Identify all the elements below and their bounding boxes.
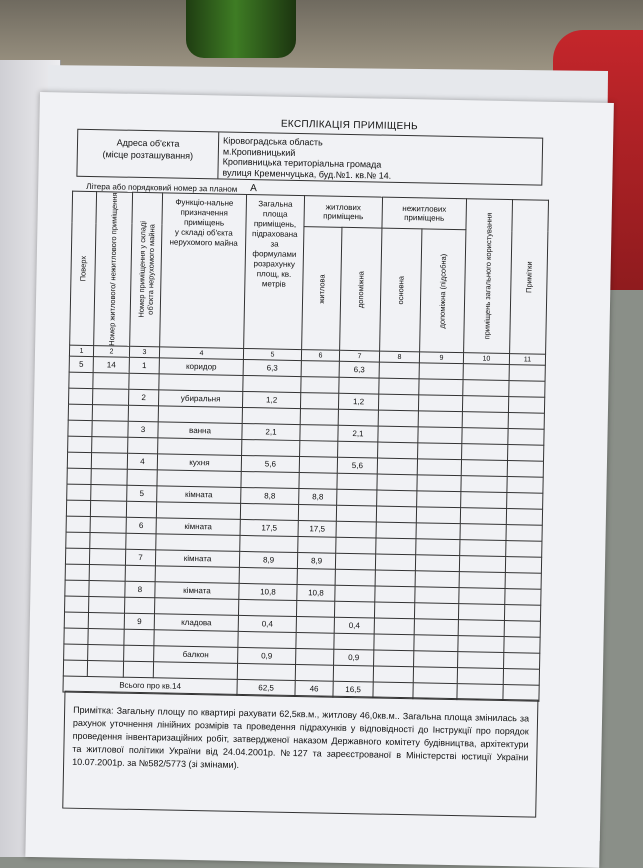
total-living: 46 bbox=[295, 681, 333, 698]
column-number-row: 1 2 3 4 5 6 7 8 9 10 11 bbox=[69, 345, 545, 365]
total-label: Всього про кв.14 bbox=[63, 676, 237, 695]
col-living: житлова bbox=[302, 227, 342, 351]
col-auxiliary: допоміжна bbox=[340, 227, 382, 351]
document-title: ЕКСПЛІКАЦІЯ ПРИМІЩЕНЬ bbox=[280, 118, 419, 133]
green-jar bbox=[186, 0, 296, 58]
table-row: 5 кімната 8,8 8,8 bbox=[67, 484, 543, 509]
col-common-use: приміщень загального користування bbox=[464, 199, 513, 354]
total-area: 62,5 bbox=[237, 680, 295, 697]
litera-value: А bbox=[250, 183, 257, 195]
col-notes: Примітки bbox=[510, 200, 549, 355]
address-value: Кіровоградська область м.Кропивницький Кропивницька територіальна громада вулиця Кременчуцька, буд.№1. кв.№ 14. bbox=[222, 135, 392, 181]
col-room-no: Номер приміщення у складі об'єкта нерухомого майна bbox=[130, 192, 163, 347]
table-row: 2 убиральня 1,2 1,2 bbox=[69, 388, 545, 413]
note-box: Примітка: Загальну площу по квартирі рахувати 62,5кв.м., житлову 46,0кв.м.. Загальна площа змінилась за рахунок уточнення лінійних розмірів та проведення підрахунків у відповідності до Інструкції про порядок проведення інвентаризаційних робіт, затвердженої наказом Державного комітету будівництва, архітектури та житлової політики України від 24.04.2001р. №127 та зареєстрованої в Міністерстві юстиції України 10.07.2001р. за №582/5773 (зі змінами). bbox=[62, 691, 538, 818]
table-row: 7 кімната 8,9 8,9 bbox=[65, 548, 541, 573]
total-aux: 16,5 bbox=[333, 682, 373, 699]
group-living: житлових приміщень bbox=[304, 196, 383, 229]
premises-table bbox=[62, 191, 549, 702]
address-box bbox=[76, 129, 543, 186]
address-label: Адреса об'єкта (місце розташування) bbox=[77, 130, 219, 179]
col-aux-utility: допоміжна (підсобна) bbox=[420, 229, 466, 353]
group-nonliving: нежитлових приміщень bbox=[382, 197, 467, 230]
document-page bbox=[25, 92, 614, 868]
col-floor: Поверх bbox=[70, 191, 97, 346]
table-row: 9 кладова 0,4 0,4 bbox=[64, 612, 540, 637]
table-row: 3 ванна 2,1 2,1 bbox=[68, 420, 544, 445]
table-row: 4 кухня 5,6 5,6 bbox=[67, 452, 543, 477]
table-row: 8 кімната 10,8 10,8 bbox=[65, 580, 541, 605]
col-purpose: Функціо-нальне призначення приміщень у складі об'єкта нерухомого майна bbox=[160, 193, 247, 349]
table-row: 6 кімната 17,5 17,5 bbox=[66, 516, 542, 541]
col-apartment-no: Номер житлового/ нежитлового приміщення bbox=[94, 192, 133, 347]
table-row: 5 14 1 коридор 6,3 6,3 bbox=[69, 356, 545, 381]
col-main: основна bbox=[380, 228, 422, 352]
col-total-area: Загальна площа приміщень, підрахована за формулами розрахунку площ, кв. метрів bbox=[244, 194, 305, 349]
table-row: балкон 0,9 0,9 bbox=[64, 644, 540, 669]
litera-label: Літера або порядковий номер за планом bbox=[86, 181, 238, 194]
